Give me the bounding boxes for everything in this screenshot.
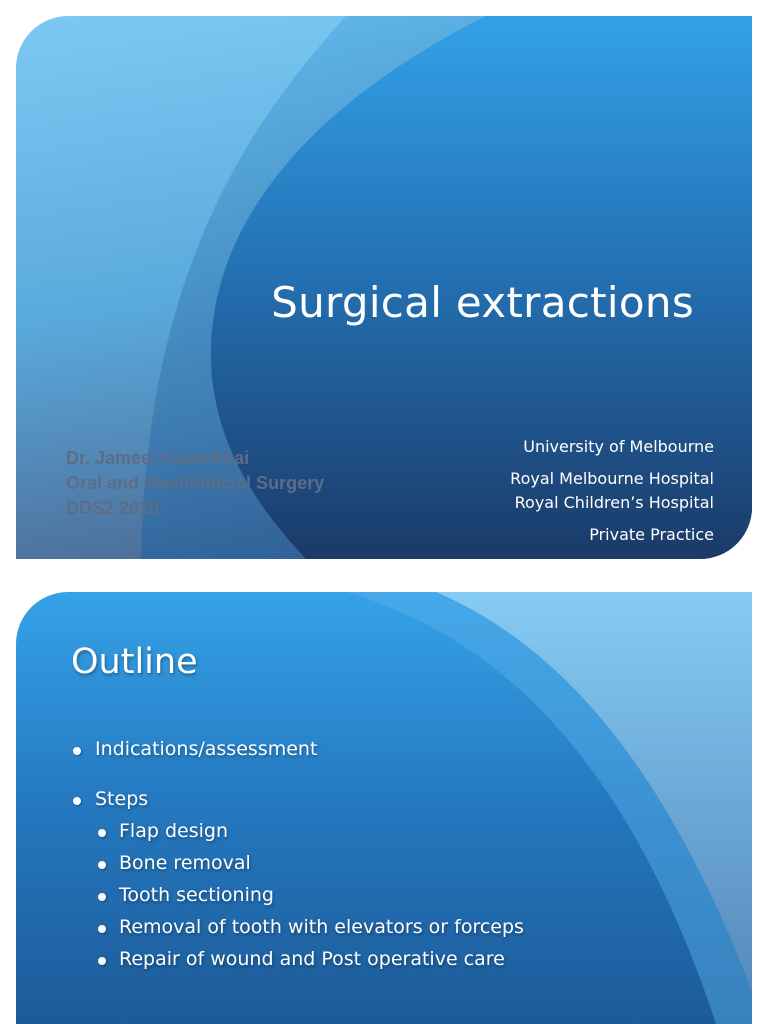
- bullet-icon: [98, 925, 106, 933]
- outline-subitem: [119, 916, 524, 938]
- outline-subitem: [119, 884, 274, 906]
- affiliation-university: University of Melbourne: [523, 437, 714, 456]
- outline-item-text: Repair of wound and Post operative care: [119, 948, 505, 970]
- outline-item-text: Indications/assessment: [95, 738, 318, 760]
- slide-title: Outline: [71, 642, 198, 682]
- bullet-icon: [98, 957, 106, 965]
- outline-item-text: Tooth sectioning: [119, 884, 274, 906]
- outline-item-text: Flap design: [119, 820, 228, 842]
- outline-subitem: [119, 948, 505, 970]
- slide-title: Surgical extractions: [271, 278, 694, 327]
- outline-item-text: Bone removal: [119, 852, 251, 874]
- outline-subitem: [119, 820, 228, 842]
- affiliation-private-practice: Private Practice: [589, 525, 714, 544]
- title-slide: [16, 16, 752, 559]
- presenter-name: Dr. Jameel Kaderbhai: [66, 448, 250, 468]
- outline-item: [95, 738, 317, 760]
- bullet-icon: [98, 829, 106, 837]
- outline-item-text: Steps: [95, 788, 149, 810]
- presenter-info: [66, 446, 324, 521]
- outline-slide: [16, 592, 752, 1024]
- presenter-department: Oral and Maxillofacial Surgery: [66, 473, 325, 493]
- affiliations: [510, 435, 714, 547]
- presenter-course: DDS2 2020: [66, 498, 160, 518]
- outline-item-text: Removal of tooth with elevators or forceps: [119, 916, 524, 938]
- bullet-icon: [98, 893, 106, 901]
- affiliation-childrens-hospital: Royal Children’s Hospital: [514, 493, 714, 512]
- affiliation-hospital: Royal Melbourne Hospital: [510, 469, 714, 488]
- outline-item: [95, 788, 148, 810]
- bullet-icon: [73, 747, 81, 755]
- outline-subitem: [119, 852, 251, 874]
- bullet-icon: [98, 861, 106, 869]
- bullet-icon: [73, 797, 81, 805]
